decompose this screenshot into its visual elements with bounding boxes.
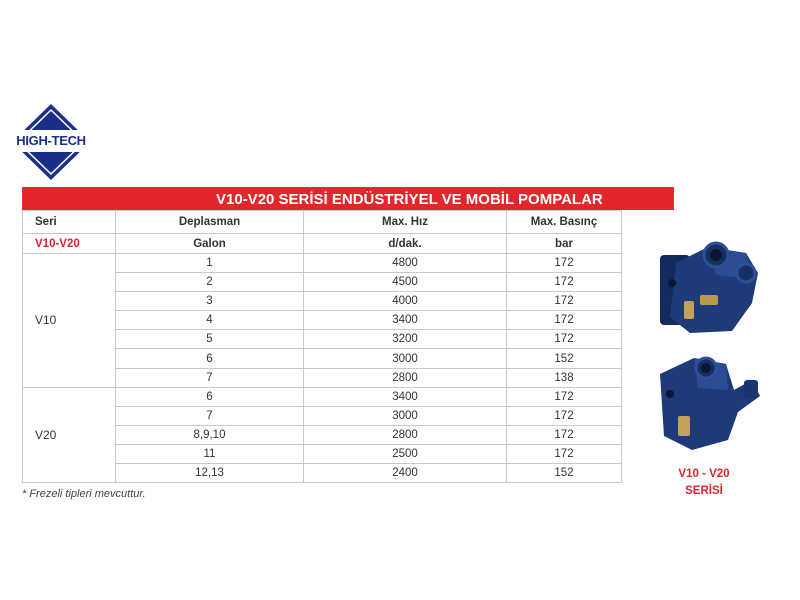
max-basinc-cell: 172 — [507, 425, 622, 444]
max-basinc-cell: 172 — [507, 311, 622, 330]
deplasman-cell: 12,13 — [116, 464, 304, 483]
header-row — [23, 211, 622, 234]
product-caption — [650, 466, 758, 500]
max-basinc-cell: 172 — [507, 444, 622, 463]
max-hiz-cell: 3000 — [304, 349, 507, 368]
unit-cell-series: V10-V20 — [23, 234, 116, 254]
max-basinc-cell: 172 — [507, 406, 622, 425]
logo-text: HIGH-TECH — [10, 130, 92, 152]
deplasman-cell: 7 — [116, 368, 304, 387]
max-hiz-cell: 2400 — [304, 464, 507, 483]
max-basinc-cell: 172 — [507, 273, 622, 292]
max-hiz-cell: 4500 — [304, 273, 507, 292]
deplasman-cell: 4 — [116, 311, 304, 330]
vane-pump-icon — [648, 350, 762, 456]
spec-table — [22, 210, 622, 483]
vane-pump-icon — [646, 233, 764, 341]
unit-cell-bar: bar — [507, 234, 622, 254]
header-cell-max-hiz: Max. Hız — [304, 211, 507, 234]
caption-series: V10 - V20 — [678, 468, 730, 480]
max-basinc-cell: 172 — [507, 330, 622, 349]
deplasman-cell: 11 — [116, 444, 304, 463]
max-hiz-cell: 3400 — [304, 311, 507, 330]
header-cell-deplasman: Deplasman — [116, 211, 304, 234]
max-basinc-cell: 138 — [507, 368, 622, 387]
unit-cell-rpm: d/dak. — [304, 234, 507, 254]
max-basinc-cell: 152 — [507, 349, 622, 368]
max-hiz-cell: 4000 — [304, 292, 507, 311]
header-cell-seri: Seri — [23, 211, 116, 234]
max-hiz-cell: 3200 — [304, 330, 507, 349]
pump-image-top — [646, 233, 764, 341]
max-hiz-cell: 3400 — [304, 387, 507, 406]
series-group-cell: V10 — [23, 254, 116, 388]
brand-logo — [10, 102, 92, 182]
unit-row — [23, 234, 622, 254]
caption-serisi: SERİSİ — [685, 485, 723, 497]
max-basinc-cell: 152 — [507, 464, 622, 483]
max-hiz-cell: 4800 — [304, 254, 507, 273]
deplasman-cell: 2 — [116, 273, 304, 292]
deplasman-cell: 7 — [116, 406, 304, 425]
table-row — [23, 387, 622, 406]
deplasman-cell: 6 — [116, 349, 304, 368]
deplasman-cell: 3 — [116, 292, 304, 311]
table-row — [23, 254, 622, 273]
series-group-cell: V20 — [23, 387, 116, 482]
max-hiz-cell: 2800 — [304, 368, 507, 387]
max-hiz-cell: 3000 — [304, 406, 507, 425]
deplasman-cell: 5 — [116, 330, 304, 349]
deplasman-cell: 8,9,10 — [116, 425, 304, 444]
unit-cell-galon: Galon — [116, 234, 304, 254]
footnote: * Frezeli tipleri mevcuttur. — [22, 488, 146, 500]
title-banner — [22, 187, 674, 210]
max-basinc-cell: 172 — [507, 254, 622, 273]
max-basinc-cell: 172 — [507, 292, 622, 311]
max-basinc-cell: 172 — [507, 387, 622, 406]
deplasman-cell: 6 — [116, 387, 304, 406]
header-cell-max-basinc: Max. Basınç — [507, 211, 622, 234]
max-hiz-cell: 2500 — [304, 444, 507, 463]
max-hiz-cell: 2800 — [304, 425, 507, 444]
pump-image-bottom — [648, 350, 762, 456]
deplasman-cell: 1 — [116, 254, 304, 273]
banner-title: V10-V20 SERİSİ ENDÜSTRİYEL VE MOBİL POMPALAR — [216, 191, 603, 208]
